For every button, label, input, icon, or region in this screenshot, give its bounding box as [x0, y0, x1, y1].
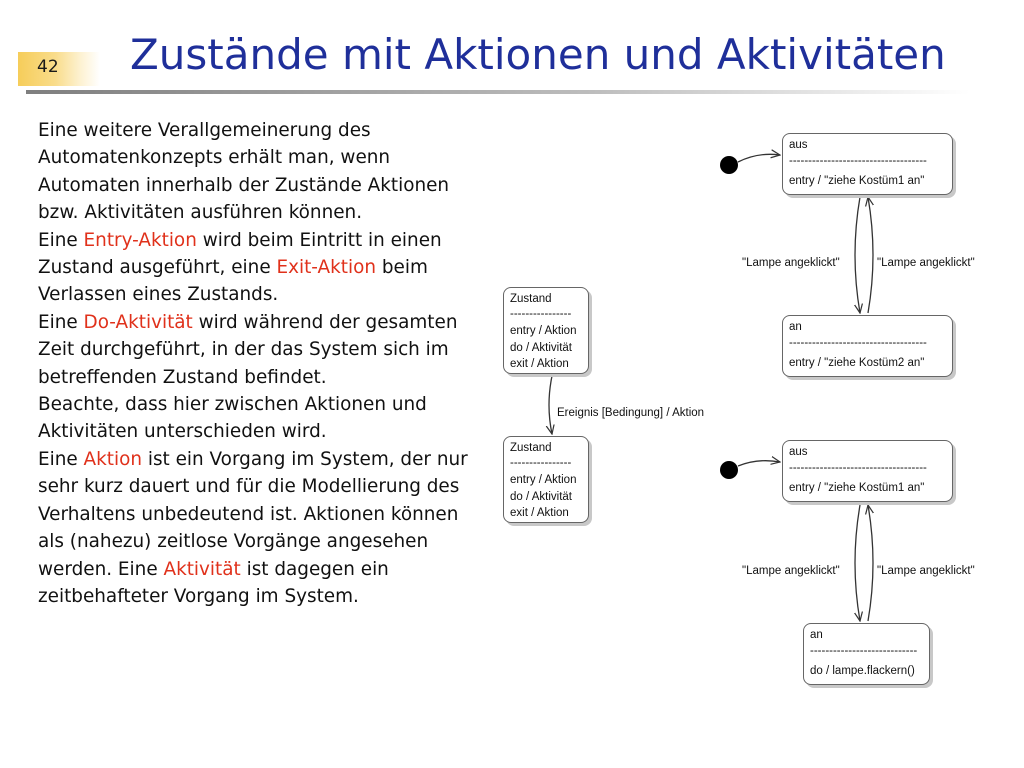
text-run: wird während der gesamten Zeit durchgeführt, in der das System sich im betreffenden Zustand befindet.: [38, 311, 458, 388]
transition-arrow: [868, 197, 873, 313]
term-entry-aktion: Entry-Aktion: [83, 229, 197, 251]
text-run: Eine: [38, 311, 84, 333]
transition-arrow: [868, 505, 873, 621]
state-name: Zustand: [510, 293, 552, 305]
state-name: aus: [789, 139, 808, 151]
state-entry-action: entry / Aktion: [510, 474, 577, 486]
state-separator: ----------------: [510, 308, 572, 320]
transition-label: "Lampe angeklickt": [742, 565, 840, 577]
state-entry-action: entry / "ziehe Kostüm1 an": [789, 175, 925, 187]
text-run: ist ein Vorgang im System, der nur sehr kurz dauert und für die Modellierung des Verhaltens unbedeutend ist. Aktionen können als (nahezu) zeitlose Vorgänge angesehen werden. Eine: [38, 448, 468, 580]
state-separator: ------------------------------------: [789, 462, 927, 474]
term-do-aktivitaet: Do-Aktivität: [83, 311, 193, 333]
transition-label: Ereignis [Bedingung] / Aktion: [557, 407, 705, 419]
paragraph-intro: Eine weitere Verallgemeinerung des Automatenkonzepts erhält man, wenn Automaten innerhalb der Zustände Aktionen bzw. Aktivitäten ausführen können.: [38, 120, 450, 224]
transition-label: "Lampe angeklickt": [742, 257, 840, 269]
state-name: aus: [789, 446, 808, 458]
initial-transition-arrow: [738, 461, 780, 466]
state-exit-action: exit / Aktion: [510, 507, 569, 519]
state-do-activity: do / Aktivität: [510, 491, 573, 503]
term-aktion: Aktion: [83, 448, 143, 470]
state-separator: ----------------------------: [810, 645, 918, 657]
state-box-an: [782, 315, 953, 377]
state-name: an: [810, 629, 823, 641]
state-entry-action: entry / Aktion: [510, 325, 577, 337]
text-run: Eine: [38, 229, 84, 251]
term-aktivitaet: Aktivität: [163, 558, 241, 580]
text-run: wird beim Eintritt in einen Zustand ausgeführt, eine: [38, 229, 442, 279]
state-name: an: [789, 321, 802, 333]
transition-label: "Lampe angeklickt": [877, 257, 975, 269]
state-exit-action: exit / Aktion: [510, 358, 569, 370]
paragraph-note: Beachte, dass hier zwischen Aktionen und Aktivitäten unterschieden wird.: [38, 394, 427, 443]
slide-number: 42: [37, 57, 59, 77]
term-exit-aktion: Exit-Aktion: [276, 257, 376, 279]
state-entry-action: entry / "ziehe Kostüm2 an": [789, 357, 925, 369]
state-box-zustand: [503, 436, 589, 523]
state-box-zustand: [503, 287, 589, 374]
initial-transition-arrow: [738, 154, 780, 162]
state-box-aus: [782, 133, 953, 195]
state-separator: ------------------------------------: [789, 155, 927, 167]
state-entry-action: entry / "ziehe Kostüm1 an": [789, 482, 925, 494]
state-separator: ------------------------------------: [789, 337, 927, 349]
text-run: beim Verlassen eines Zustands.: [38, 257, 428, 306]
slide-title: Zustände mit Aktionen und Aktivitäten: [130, 30, 946, 79]
transition-arrow: [855, 197, 860, 313]
state-separator: ----------------: [510, 457, 572, 469]
transition-label: "Lampe angeklickt": [877, 565, 975, 577]
state-do-activity: do / Aktivität: [510, 342, 573, 354]
initial-state-dot: [720, 156, 738, 174]
state-box-aus: [782, 440, 953, 502]
transition-arrow: [855, 505, 860, 621]
transition-arrow: [549, 376, 552, 434]
text-run: Eine: [38, 448, 84, 470]
initial-state-dot: [720, 461, 738, 479]
state-name: Zustand: [510, 442, 552, 454]
text-run: ist dagegen ein zeitbehafteter Vorgang im System.: [38, 558, 389, 607]
state-box-an: [803, 623, 930, 685]
state-do-activity: do / lampe.flackern(): [810, 665, 915, 677]
